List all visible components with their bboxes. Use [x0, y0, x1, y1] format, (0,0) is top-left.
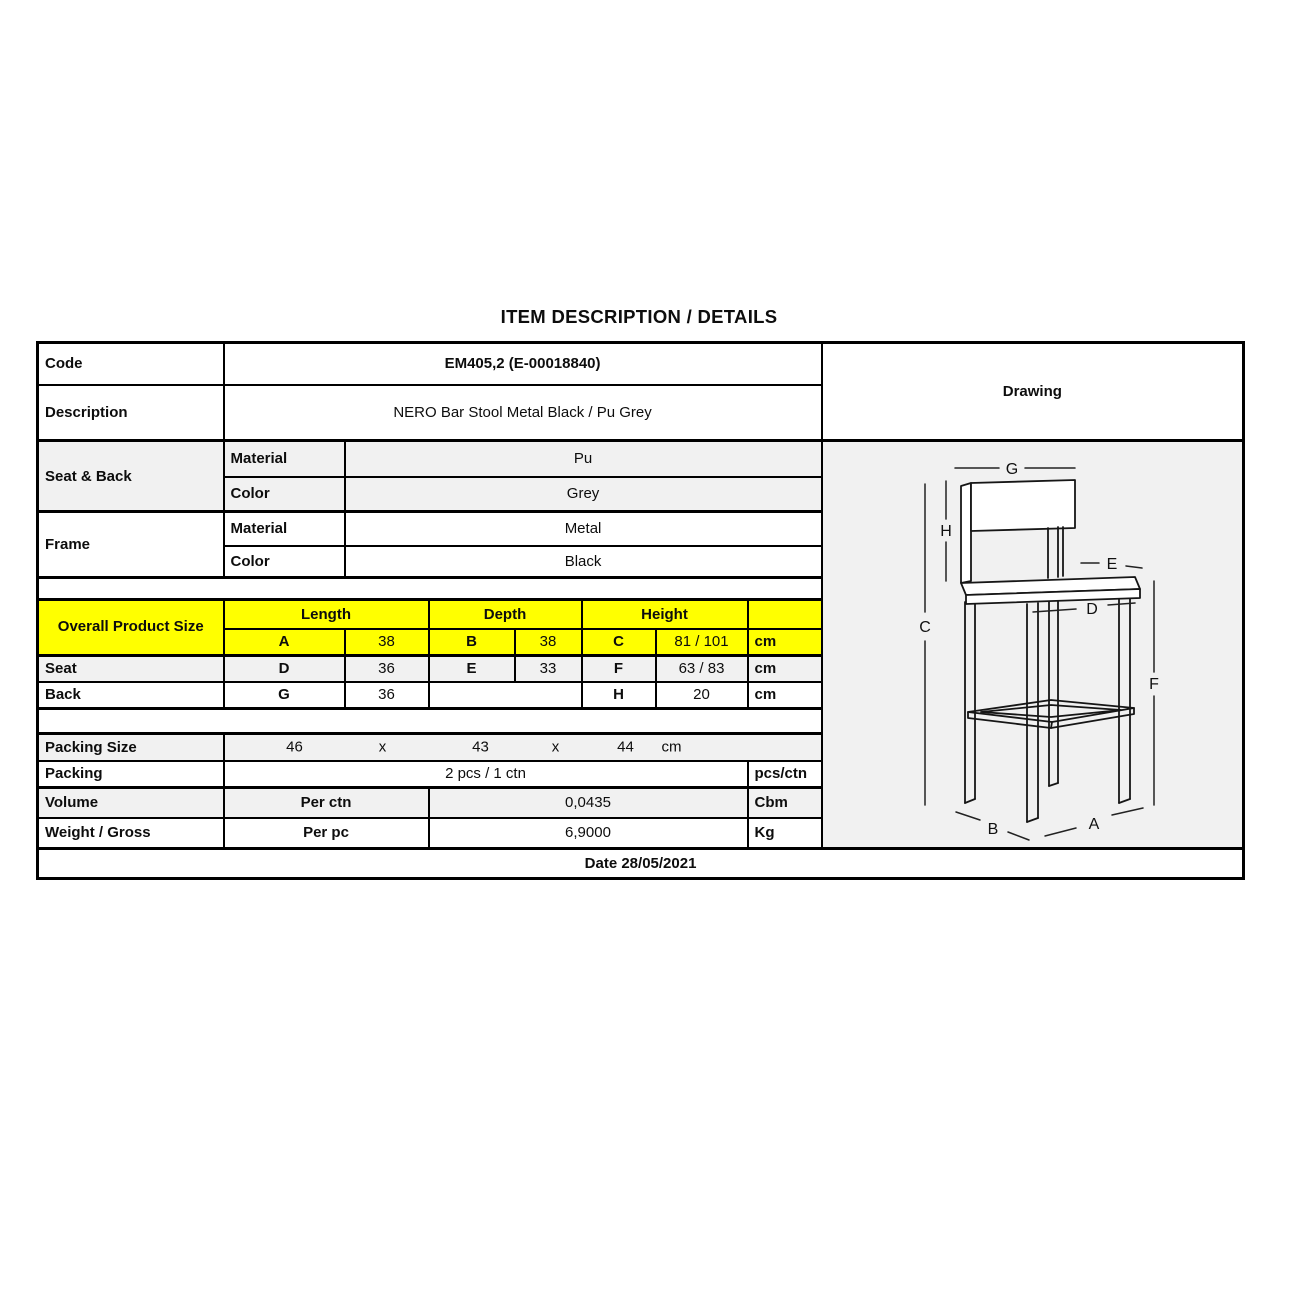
height-header: Height — [582, 600, 748, 629]
spacer-cell — [38, 578, 822, 600]
packing-value: 2 pcs / 1 ctn — [224, 761, 748, 788]
frame-color-label: Color — [224, 546, 345, 578]
volume-per: Per ctn — [224, 788, 429, 818]
seat-l-val: 36 — [345, 656, 429, 682]
frame-color-value: Black — [345, 546, 822, 578]
back-label: Back — [38, 682, 224, 709]
packing-size-x1: x — [378, 738, 387, 756]
dim-label-a: A — [1088, 816, 1099, 833]
page-title: ITEM DESCRIPTION / DETAILS — [500, 306, 778, 327]
dim-label-c: C — [918, 619, 931, 636]
back-h-key: H — [582, 682, 656, 709]
seatback-material-value: Pu — [345, 441, 822, 477]
back-h-val: 20 — [656, 682, 748, 709]
code-value: EM405,2 (E-00018840) — [224, 343, 822, 385]
packing-size-unit: cm — [661, 738, 682, 756]
dim-label-d: D — [1085, 601, 1098, 618]
overall-size-label: Overall Product Size — [38, 600, 224, 656]
length-header: Length — [224, 600, 429, 629]
seat-d-val: 33 — [515, 656, 582, 682]
frame-material-label: Material — [224, 512, 345, 546]
seat-label: Seat — [38, 656, 224, 682]
spec-table — [36, 341, 1245, 880]
weight-unit: Kg — [748, 818, 822, 849]
spec-sheet — [36, 306, 1242, 880]
code-label: Code — [38, 343, 224, 385]
date-row — [38, 849, 1244, 879]
seat-d-key: E — [429, 656, 515, 682]
seatback-color-label: Color — [224, 477, 345, 512]
overall-l-key: A — [224, 629, 345, 656]
packing-size-x2: x — [551, 738, 560, 756]
seat-h-val: 63 / 83 — [656, 656, 748, 682]
packing-size-height: 44 — [617, 738, 634, 756]
frame-label: Frame — [38, 512, 224, 578]
depth-header: Depth — [429, 600, 582, 629]
seatback-label: Seat & Back — [38, 441, 224, 512]
packing-size-depth: 43 — [472, 738, 489, 756]
dim-label-h: H — [939, 523, 952, 540]
weight-value: 6,9000 — [429, 818, 748, 849]
dim-label-b: B — [987, 821, 998, 838]
size-header-unit-cell — [748, 600, 822, 629]
packing-unit: pcs/ctn — [748, 761, 822, 788]
overall-l-val: 38 — [345, 629, 429, 656]
drawing-title: Drawing — [822, 343, 1244, 441]
volume-unit: Cbm — [748, 788, 822, 818]
weight-per: Per pc — [224, 818, 429, 849]
dim-label-g: G — [1005, 461, 1018, 478]
dim-label-e: E — [1106, 556, 1117, 573]
packing-size-length: 46 — [286, 738, 303, 756]
stool-drawing — [829, 442, 1244, 846]
volume-label: Volume — [38, 788, 224, 818]
seatback-material-row — [38, 441, 1244, 477]
seatback-material-label: Material — [224, 441, 345, 477]
seatback-color-value: Grey — [345, 477, 822, 512]
overall-unit: cm — [748, 629, 822, 656]
date-value: Date 28/05/2021 — [38, 849, 1244, 879]
overall-d-val: 38 — [515, 629, 582, 656]
overall-d-key: B — [429, 629, 515, 656]
description-value: NERO Bar Stool Metal Black / Pu Grey — [224, 385, 822, 441]
stool-back — [961, 480, 1075, 583]
overall-h-val: 81 / 101 — [656, 629, 748, 656]
packing-size-values — [224, 734, 822, 761]
frame-material-value: Metal — [345, 512, 822, 546]
weight-label: Weight / Gross — [38, 818, 224, 849]
code-row — [38, 343, 1244, 385]
spacer-cell — [38, 709, 822, 734]
drawing-area — [822, 441, 1244, 849]
back-unit: cm — [748, 682, 822, 709]
stool-footrest — [968, 700, 1134, 728]
packing-label: Packing — [38, 761, 224, 788]
seat-unit: cm — [748, 656, 822, 682]
volume-value: 0,0435 — [429, 788, 748, 818]
overall-h-key: C — [582, 629, 656, 656]
back-depth-empty-cell — [429, 682, 582, 709]
seat-l-key: D — [224, 656, 345, 682]
dim-label-f: F — [1148, 676, 1159, 693]
back-l-key: G — [224, 682, 345, 709]
seat-h-key: F — [582, 656, 656, 682]
packing-size-label: Packing Size — [38, 734, 224, 761]
back-l-val: 36 — [345, 682, 429, 709]
stool-seat — [961, 577, 1140, 604]
description-label: Description — [38, 385, 224, 441]
